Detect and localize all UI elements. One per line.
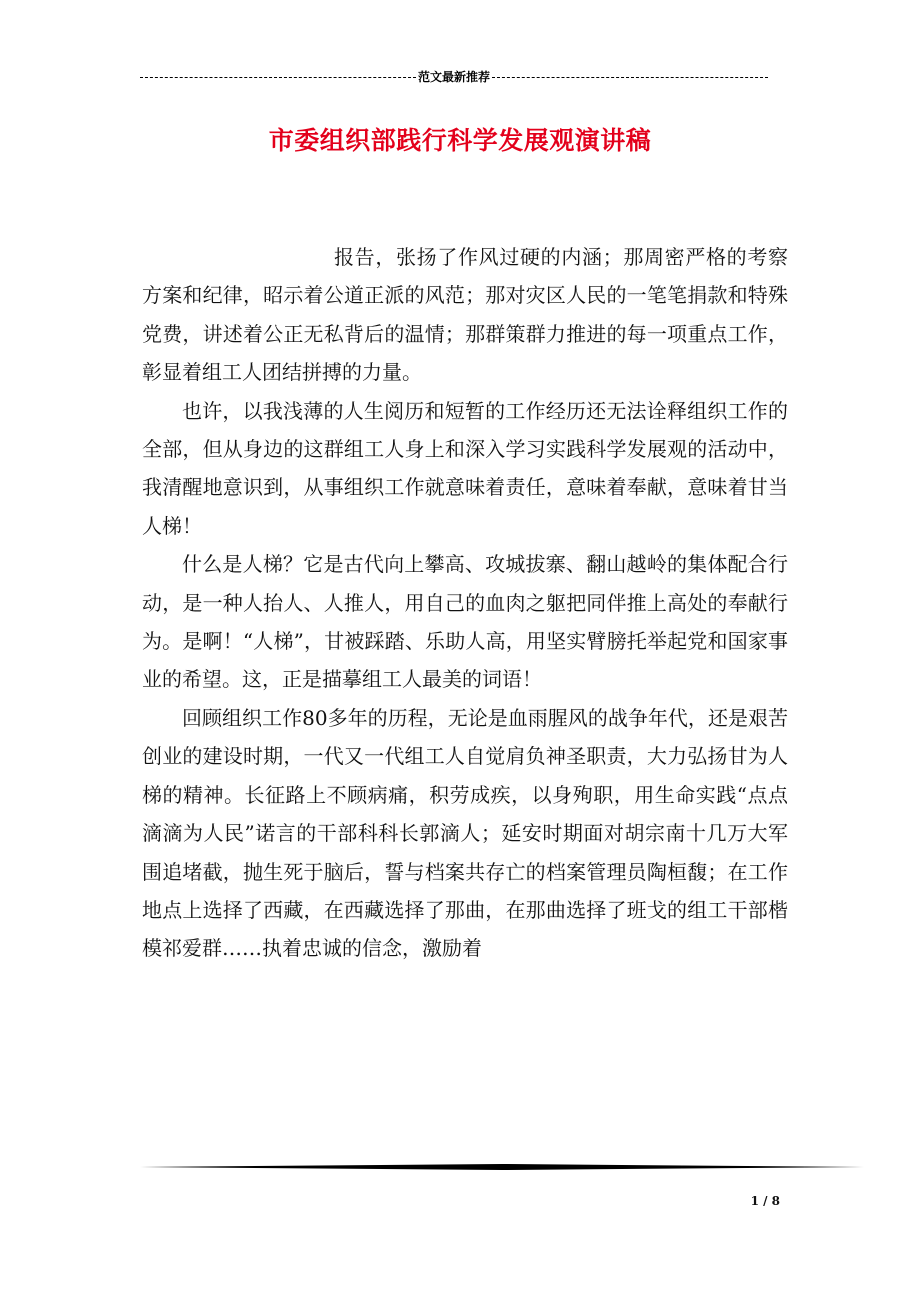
document-body [142, 238, 788, 968]
paragraph-4: 回顾组织工作80多年的历程，无论是血雨腥风的战争年代，还是艰苦创业的建设时期，一代又一代组工人自觉肩负神圣职责，大力弘扬甘为人梯的精神。长征路上不顾病痛，积劳成疾，以身殉职，用生命实践“点点滴滴为人民”诺言的干部科科长郭滴人；延安时期面对胡宗南十几万大军围追堵截，抛生死于脑后，誓与档案共存亡的档案管理员陶桓馥；在工作地点上选择了西藏，在西藏选择了那曲，在那曲选择了班戈的组工干部楷模祁爱群……执着忠诚的信念，激励着 [142, 705, 788, 961]
paragraph-1: 报告，张扬了作风过硬的内涵；那周密严格的考察方案和纪律，昭示着公道正派的风范；那对灾区人民的一笔笔捐款和特殊党费，讲述着公正无私背后的温情；那群策群力推进的每一项重点工作，彰显着组工人团结拼搏的力量。 [142, 245, 788, 385]
footer-rule [140, 1162, 864, 1172]
header-label: 范文最新推荐 [418, 70, 491, 84]
header-dash-right [492, 77, 768, 78]
header-dash-left [140, 77, 416, 78]
paragraph-2: 也许，以我浅薄的人生阅历和短暂的工作经历还无法诠释组织工作的全部，但从身边的这群组工人身上和深入学习实践科学发展观的活动中，我清醒地意识到，从事组织工作就意味着责任，意味着奉献，意味着甘当人梯！ [142, 398, 788, 538]
paragraph-3: 什么是人梯？它是古代向上攀高、攻城拔寨、翻山越岭的集体配合行动，是一种人抬人、人推人，用自己的血肉之躯把同伴推上高处的奉献行为。是啊！“人梯”，甘被踩踏、乐助人高，用坚实臂膀托举起党和国家事业的希望。这，正是描摹组工人最美的词语！ [142, 552, 788, 692]
page-header [140, 70, 768, 84]
document-title: 市委组织部践行科学发展观演讲稿 [268, 126, 652, 155]
page-number: 1 / 8 [750, 1194, 780, 1208]
